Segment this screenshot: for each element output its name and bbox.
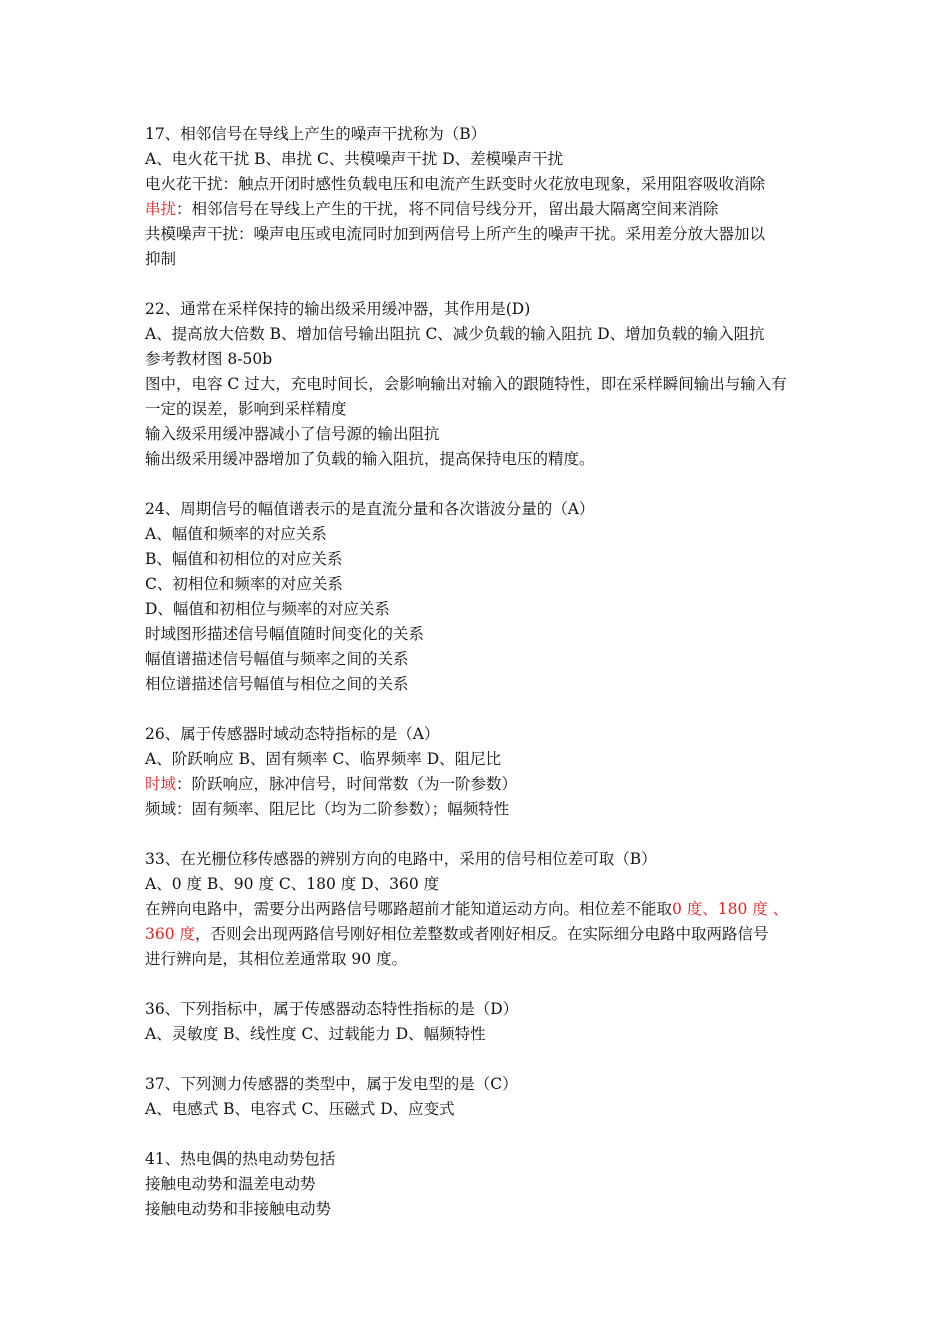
paragraph-gap [145,822,815,847]
question-26-title: 26、属于传感器时域动态特指标的是（A） [145,725,440,743]
question-24-option-d: D、幅值和初相位与频率的对应关系 [145,600,390,618]
highlight-term: 串扰 [145,200,177,218]
document-body [145,122,815,1222]
question-33-options: A、0 度 B、90 度 C、180 度 D、360 度 [145,875,440,893]
question-22-note-4: 输出级采用缓冲器增加了负载的输入阻抗，提高保持电压的精度。 [145,450,595,468]
question-24-option-a: A、幅值和频率的对应关系 [145,525,327,543]
question-26-options: A、阶跃响应 B、固有频率 C、临界频率 D、阻尼比 [145,750,502,768]
paragraph-gap [145,1122,815,1147]
question-22-note-2: 图中，电容 C 过大，充电时间长，会影响输出对输入的跟随特性，即在采样瞬间输出与输入有 [145,375,787,393]
question-22-options: A、提高放大倍数 B、增加信号输出阻抗 C、减少负载的输入阻抗 D、增加负载的输入阻抗 [145,325,765,343]
question-24 [145,497,815,697]
question-22-note-3: 输入级采用缓冲器减小了信号源的输出阻抗 [145,425,440,443]
question-26-note-1: 时域：阶跃响应，脉冲信号，时间常数（为一阶参数） [145,775,518,793]
paragraph-gap [145,472,815,497]
question-17-note-3: 共模噪声干扰：噪声电压或电流同时加到两信号上所产生的噪声干扰。采用差分放大器加以 [145,225,766,243]
question-41-line-1: 接触电动势和温差电动势 [145,1175,316,1193]
highlight-term: 0 度、180 度 、 [672,900,789,918]
question-33 [145,847,815,972]
question-33-note-1: 在辨向电路中，需要分出两路信号哪路超前才能知道运动方向。相位差不能取0 度、180 度 、 [145,900,789,918]
question-33-title: 33、在光栅位移传感器的辨别方向的电路中，采用的信号相位差可取（B） [145,850,657,868]
question-37 [145,1072,815,1122]
question-17-note-2: 串扰：相邻信号在导线上产生的干扰，将不同信号线分开，留出最大隔离空间来消除 [145,200,719,218]
question-22-title: 22、通常在采样保持的输出级采用缓冲器，其作用是(D) [145,300,531,318]
highlight-term: 360 度 [145,925,196,943]
highlight-term: 时域 [145,775,177,793]
question-41-line-2: 接触电动势和非接触电动势 [145,1200,332,1218]
question-24-option-c: C、初相位和频率的对应关系 [145,575,343,593]
question-17-note-1: 电火花干扰：触点开闭时感性负载电压和电流产生跃变时火花放电现象，采用阻容吸收消除 [145,175,766,193]
question-17 [145,122,815,272]
question-33-note-2: 360 度，否则会出现两路信号刚好相位差整数或者刚好相反。在实际细分电路中取两路信号 [145,925,769,943]
paragraph-gap [145,272,815,297]
question-33-note-3: 进行辨向是，其相位差通常取 90 度。 [145,950,408,968]
question-36-options: A、灵敏度 B、线性度 C、过载能力 D、幅频特性 [145,1025,486,1043]
question-24-note-3: 相位谱描述信号幅值与相位之间的关系 [145,675,409,693]
question-26-note-2: 频域：固有频率、阻尼比（均为二阶参数）；幅频特性 [145,800,510,818]
question-24-title: 24、周期信号的幅值谱表示的是直流分量和各次谐波分量的（A） [145,500,595,518]
paragraph-gap [145,1047,815,1072]
question-22-note-1: 参考教材图 8-50b [145,350,273,368]
paragraph-gap [145,972,815,997]
question-26 [145,722,815,822]
paragraph-gap [145,697,815,722]
question-41 [145,1147,815,1222]
question-24-option-b: B、幅值和初相位的对应关系 [145,550,343,568]
question-37-options: A、电感式 B、电容式 C、压磁式 D、应变式 [145,1100,455,1118]
question-36 [145,997,815,1047]
question-41-title: 41、热电偶的热电动势包括 [145,1150,336,1168]
question-22 [145,297,815,472]
question-22-note-2-cont: 一定的误差，影响到采样精度 [145,400,347,418]
question-17-options: A、电火花干扰 B、串扰 C、共模噪声干扰 D、差模噪声干扰 [145,150,564,168]
question-36-title: 36、下列指标中，属于传感器动态特性指标的是（D） [145,1000,519,1018]
question-37-title: 37、下列测力传感器的类型中，属于发电型的是（C） [145,1075,518,1093]
question-24-note-2: 幅值谱描述信号幅值与频率之间的关系 [145,650,409,668]
question-17-title: 17、相邻信号在导线上产生的噪声干扰称为（B） [145,125,487,143]
question-17-note-3-cont: 抑制 [145,250,177,268]
question-24-note-1: 时域图形描述信号幅值随时间变化的关系 [145,625,425,643]
